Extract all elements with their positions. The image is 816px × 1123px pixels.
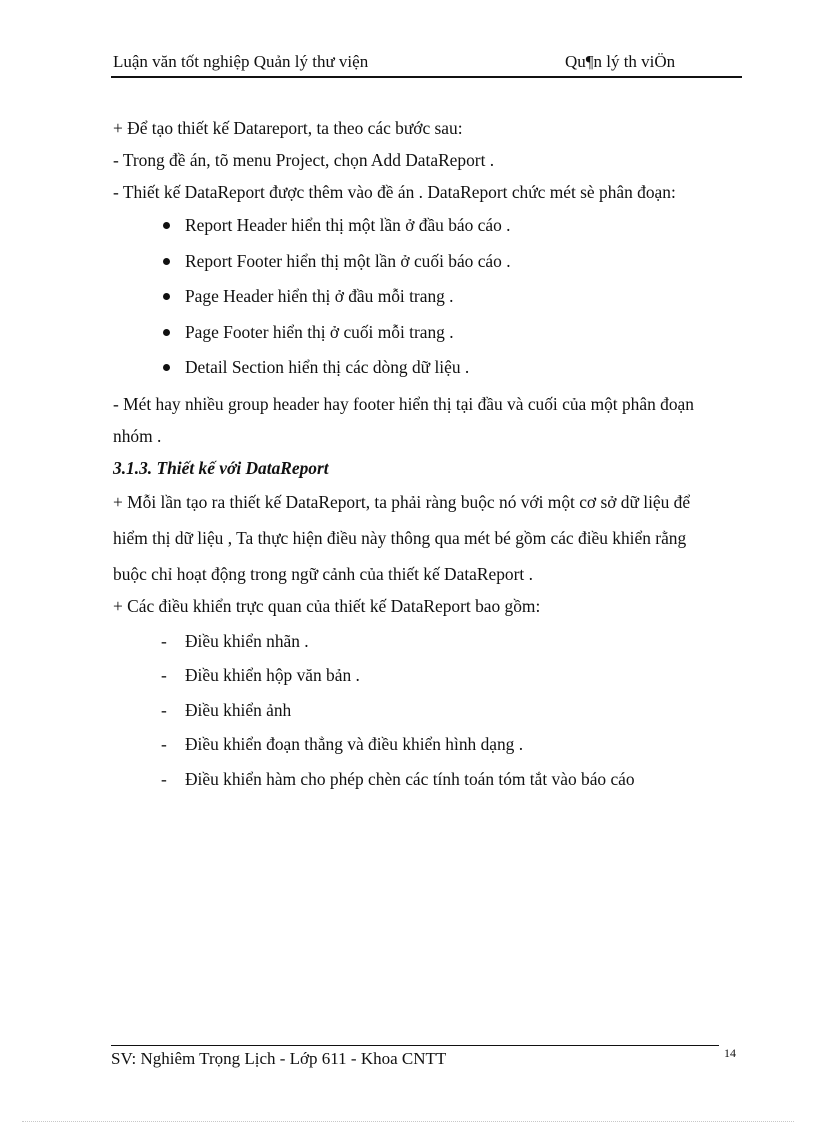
page-bottom-border xyxy=(22,1121,794,1122)
intro-line: - Trong đề án, tõ menu Project, chọn Add DataReport . xyxy=(113,150,495,170)
bullet-icon xyxy=(163,329,170,336)
list-item-text: Điều khiển hộp văn bản . xyxy=(185,665,360,685)
list-item xyxy=(113,693,743,728)
footer-student-info: SV: Nghiêm Trọng Lịch - Lớp 611 - Khoa CNTT xyxy=(111,1049,447,1068)
list-item-text: Report Footer hiển thị một lần ở cuối báo cáo . xyxy=(185,250,511,271)
report-sections-list xyxy=(113,208,743,386)
bullet-icon xyxy=(163,222,170,229)
list-item xyxy=(113,279,743,315)
group-note-line: - Mét hay nhiều group header hay footer hiển thị tại đầu và cuối của một phân đoạn xyxy=(113,393,694,414)
list-item xyxy=(113,658,743,693)
section-heading: 3.1.3. Thiết kế với DataReport xyxy=(113,457,329,478)
list-item xyxy=(113,624,743,659)
bullet-icon xyxy=(163,258,170,265)
page-number: 14 xyxy=(724,1046,736,1060)
list-item xyxy=(113,315,743,351)
list-item-text: Điều khiển nhãn . xyxy=(185,630,309,651)
intro-line: - Thiết kế DataReport được thêm vào đề án . DataReport chức mét sè phân đoạn: xyxy=(113,182,676,202)
binding-line: + Mỗi lần tạo ra thiết kế DataReport, ta phải ràng buộc nó với một cơ sở dữ liệu để xyxy=(113,491,691,512)
controls-intro: + Các điều khiển trực quan của thiết kế DataReport bao gồm: xyxy=(113,595,541,616)
list-item-text: Detail Section hiển thị các dòng dữ liệu . xyxy=(185,357,470,377)
dash-marker: - xyxy=(161,630,167,651)
list-item-text: Page Header hiển thị ở đầu mỗi trang . xyxy=(185,286,454,306)
list-item-text: Report Header hiển thị một lần ở đầu báo cáo . xyxy=(185,215,511,235)
dash-marker: - xyxy=(161,734,167,754)
binding-line: hiểm thị dữ liệu , Ta thực hiện điều này thông qua mét bé gồm các điều khiển rằng xyxy=(113,527,687,548)
list-item xyxy=(113,762,743,797)
list-item xyxy=(113,350,743,386)
header-section-title: Qu¶n lý th viÖn xyxy=(565,52,676,71)
list-item-text: Page Footer hiển thị ở cuối mỗi trang . xyxy=(185,321,454,342)
document-body xyxy=(113,112,743,796)
page-header xyxy=(111,52,742,76)
binding-line: buộc chỉ hoạt động trong ngữ cảnh của thiết kế DataReport . xyxy=(113,563,533,584)
list-item xyxy=(113,244,743,280)
bullet-icon xyxy=(163,293,170,300)
dash-marker: - xyxy=(161,768,167,789)
list-item xyxy=(113,208,743,244)
group-note-line: nhóm . xyxy=(113,425,162,446)
footer-rule xyxy=(111,1045,719,1046)
dash-marker: - xyxy=(161,665,167,685)
dash-marker: - xyxy=(161,699,167,720)
list-item-text: Điều khiển đoạn thẳng và điều khiển hình dạng . xyxy=(185,734,524,754)
bullet-icon xyxy=(163,364,170,371)
controls-list xyxy=(113,624,743,797)
intro-line: + Để tạo thiết kế Datareport, ta theo các bước sau: xyxy=(113,118,463,138)
header-thesis-title: Luận văn tốt nghiệp Quản lý thư viện xyxy=(113,52,369,71)
list-item-text: Điều khiển ảnh xyxy=(185,699,292,720)
list-item-text: Điều khiển hàm cho phép chèn các tính toán tóm tắt vào báo cáo xyxy=(185,768,635,789)
header-rule xyxy=(111,76,742,78)
list-item xyxy=(113,727,743,762)
